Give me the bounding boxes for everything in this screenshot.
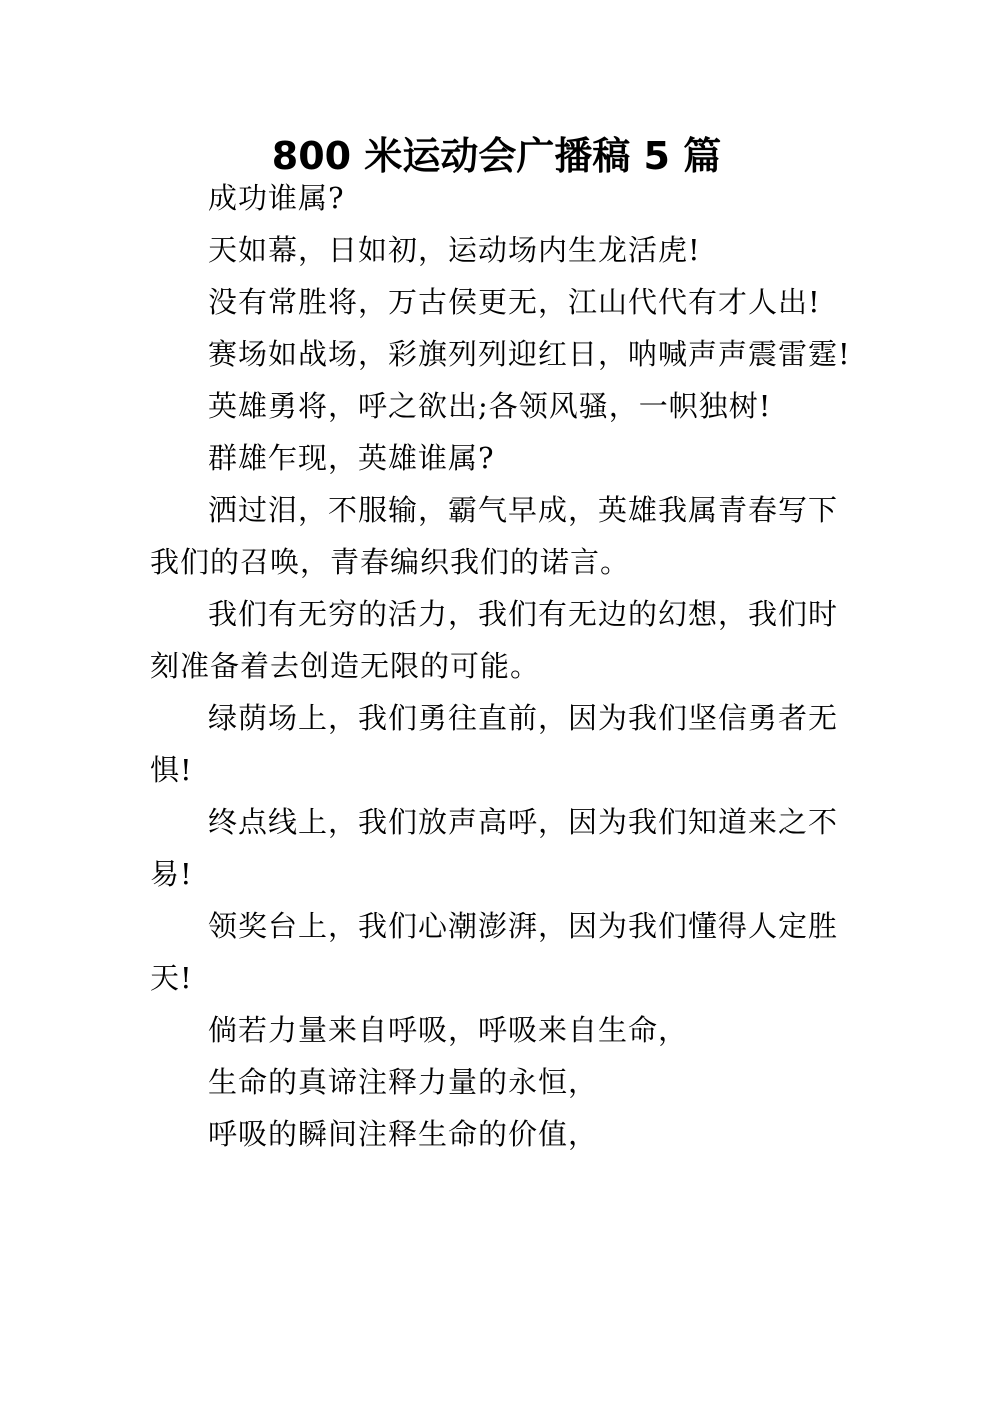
text-line: 天如幕，日如初，运动场内生龙活虎! [208,233,701,267]
text-line: 惧! [150,753,193,787]
paragraph [150,692,850,796]
paragraph [150,328,850,380]
text-line: 洒过泪，不服输，霸气早成，英雄我属青春写下 [208,493,839,527]
text-line: 成功谁属? [208,181,345,215]
paragraph [150,588,850,692]
text-line: 赛场如战场，彩旗列列迎红日，呐喊声声震雷霆! [208,337,851,371]
paragraph [150,276,850,328]
text-line: 呼吸的瞬间注释生命的价值， [208,1117,599,1151]
text-line: 英雄勇将，呼之欲出;各领风骚，一帜独树! [208,389,772,423]
text-line: 倘若力量来自呼吸，呼吸来自生命， [208,1013,689,1047]
paragraph [150,900,850,1004]
paragraph [150,432,850,484]
document-body [150,172,850,1160]
text-line: 生命的真谛注释力量的永恒， [208,1065,599,1099]
text-line: 天! [150,961,193,995]
paragraph [150,1004,850,1056]
paragraph [150,224,850,276]
text-line: 刻准备着去创造无限的可能。 [150,649,541,683]
paragraph [150,484,850,588]
text-line: 绿荫场上，我们勇往直前，因为我们坚信勇者无 [208,701,839,735]
text-line: 领奖台上，我们心潮澎湃，因为我们懂得人定胜 [208,909,839,943]
paragraph [150,380,850,432]
paragraph [150,172,850,224]
text-line: 我们有无穷的活力，我们有无边的幻想，我们时 [208,597,839,631]
paragraph [150,1056,850,1108]
text-line: 我们的召唤，青春编织我们的诺言。 [150,545,631,579]
paragraph [150,796,850,900]
document-title: 800 米运动会广播稿 5 篇 [271,134,722,178]
text-line: 没有常胜将，万古侯更无，江山代代有才人出! [208,285,821,319]
text-line: 易! [150,857,193,891]
text-line: 终点线上，我们放声高呼，因为我们知道来之不 [208,805,839,839]
text-line: 群雄乍现，英雄谁属? [208,441,495,475]
paragraph [150,1108,850,1160]
